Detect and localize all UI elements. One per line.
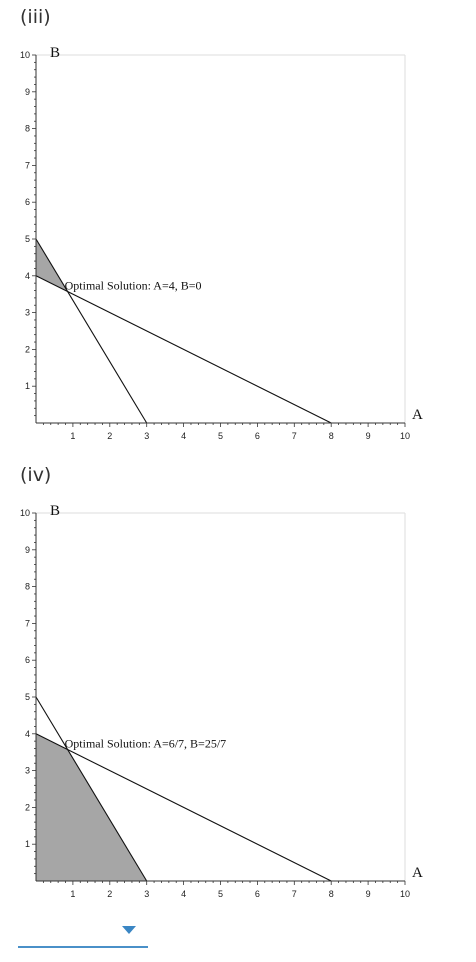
y-tick-label: 4	[24, 270, 30, 281]
x-tick-label: 9	[365, 889, 371, 899]
x-tick-label: 7	[291, 431, 297, 441]
y-tick-label: 2	[24, 802, 30, 813]
y-tick-label: 10	[19, 508, 30, 518]
y-tick-label: 6	[24, 655, 30, 666]
x-tick-label: 2	[107, 889, 113, 899]
y-tick-label: 5	[24, 234, 30, 244]
x-tick-label: 3	[144, 431, 150, 441]
y-tick-label: 2	[24, 344, 30, 355]
x-tick-label: 10	[399, 431, 411, 441]
x-tick-label: 3	[144, 889, 150, 899]
x-axis-title: A	[412, 865, 423, 881]
x-tick-label: 1	[70, 889, 76, 899]
y-tick-label: 8	[24, 581, 30, 592]
x-tick-label: 6	[254, 889, 260, 899]
y-tick-label: 7	[24, 160, 30, 171]
y-tick-label: 7	[24, 618, 30, 629]
y-tick-label: 4	[24, 728, 30, 739]
y-tick-label: 5	[24, 692, 30, 702]
y-tick-label: 6	[24, 197, 30, 208]
y-tick-label: 10	[19, 50, 30, 60]
x-tick-label: 4	[181, 431, 187, 441]
x-tick-label: 8	[328, 889, 334, 899]
optimal-solution-annotation: Optimal Solution: A=4, B=0	[64, 278, 202, 293]
x-tick-label: 1	[70, 431, 76, 441]
x-tick-label: 2	[107, 431, 113, 441]
x-tick-label: 9	[365, 431, 371, 441]
x-tick-label: 7	[291, 889, 297, 899]
x-axis-title: A	[412, 407, 423, 423]
y-tick-label: 9	[24, 86, 30, 97]
y-axis-title: B	[50, 45, 61, 61]
answer-dropdown[interactable]	[18, 922, 148, 948]
y-tick-label: 9	[24, 544, 30, 555]
y-tick-label: 1	[24, 839, 30, 850]
chart-iv	[0, 458, 476, 913]
x-tick-label: 8	[328, 431, 334, 441]
y-tick-label: 3	[24, 765, 30, 776]
y-axis-title: B	[50, 503, 61, 519]
x-tick-label: 10	[399, 889, 411, 899]
part-label-iii: (iii)	[20, 6, 51, 28]
y-tick-label: 3	[24, 307, 30, 318]
feasible-region	[36, 734, 147, 881]
part-label-iv: (iv)	[20, 464, 52, 486]
y-tick-label: 1	[24, 381, 30, 392]
x-tick-label: 6	[254, 431, 260, 441]
x-tick-label: 5	[217, 889, 224, 899]
constraint-line-1	[36, 239, 147, 423]
dropdown-underline	[18, 946, 148, 948]
chevron-down-icon[interactable]	[122, 926, 136, 934]
y-tick-label: 8	[24, 123, 30, 134]
optimal-solution-annotation: Optimal Solution: A=6/7, B=25/7	[64, 736, 227, 751]
x-tick-label: 5	[217, 431, 224, 441]
chart-iii	[0, 0, 476, 455]
x-tick-label: 4	[181, 889, 187, 899]
constraint-line-2	[36, 276, 331, 423]
